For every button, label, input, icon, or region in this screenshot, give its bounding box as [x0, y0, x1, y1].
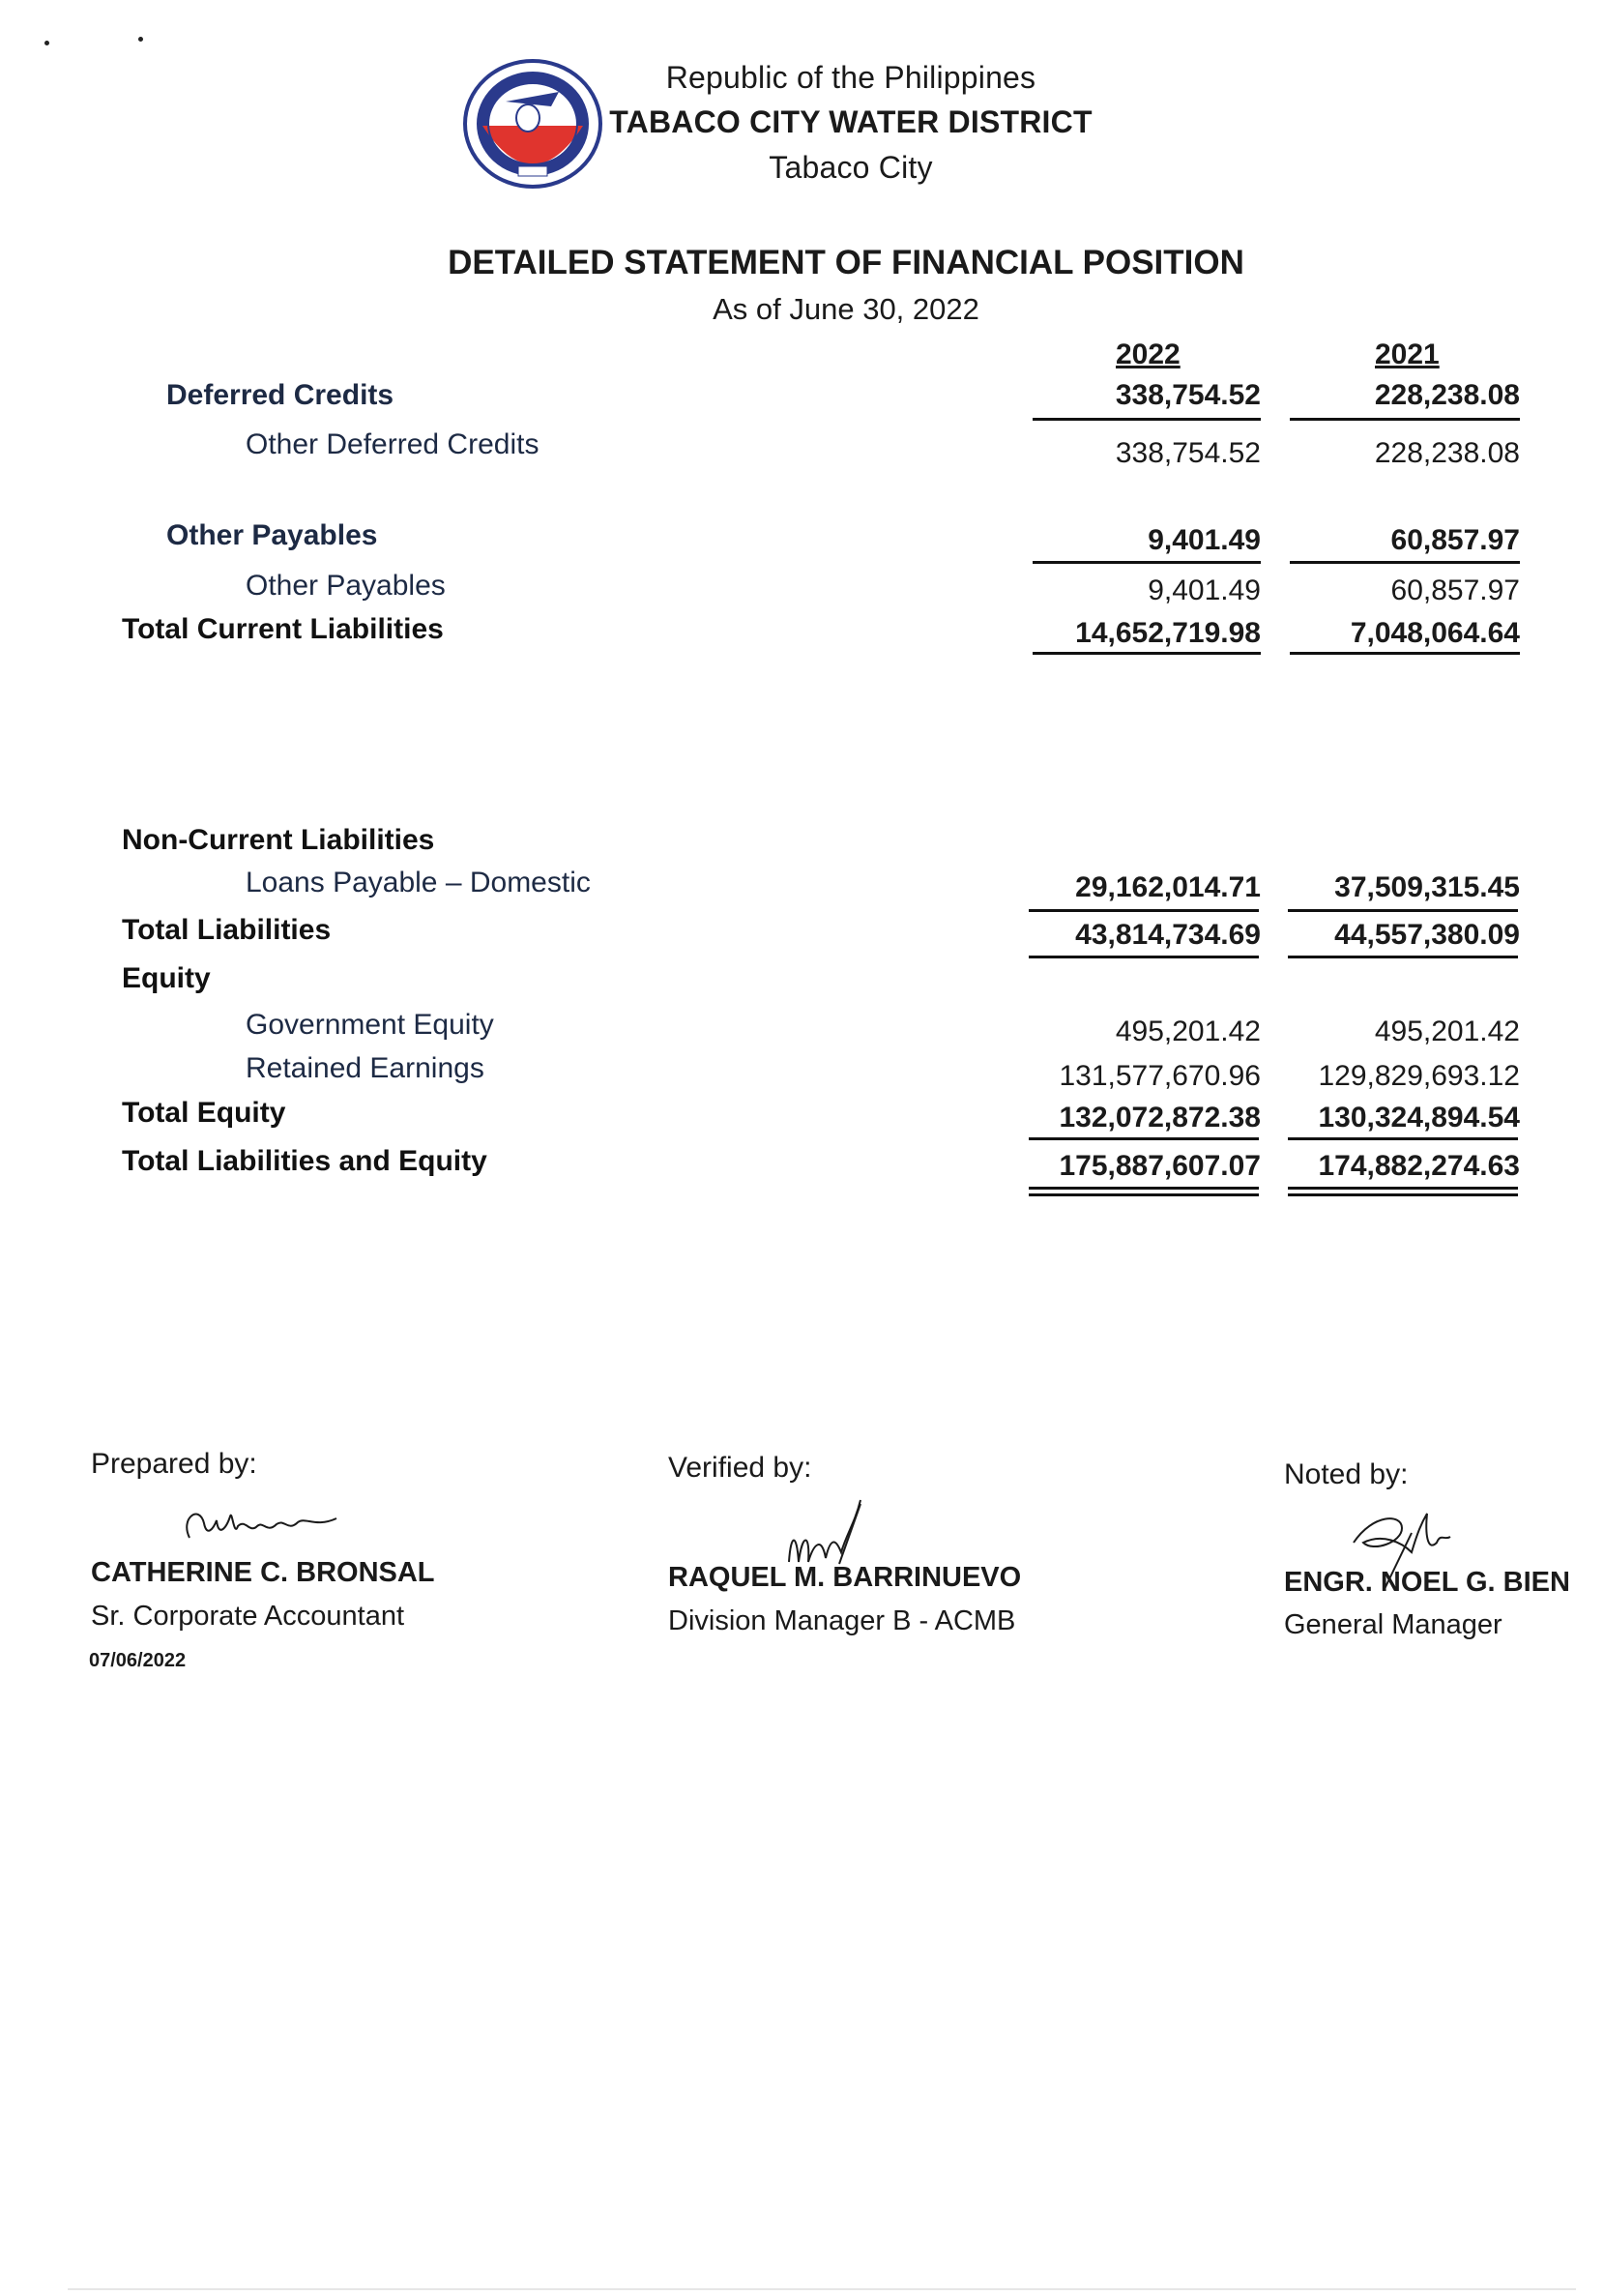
value-total-current-liabilities-2021: 7,048,064.64: [1350, 617, 1520, 649]
row-label-retained-earnings: Retained Earnings: [246, 1052, 484, 1084]
scan-speck: [138, 37, 143, 42]
prepared-by-caption: Prepared by:: [91, 1448, 257, 1480]
value-total-liabilities-and-equity-2021: 174,882,274.63: [1318, 1150, 1520, 1182]
row-label-non-current-liabilities: Non-Current Liabilities: [122, 824, 435, 856]
value-government-equity-2022: 495,201.42: [1115, 1016, 1261, 1047]
header-republic: Republic of the Philippines: [665, 60, 1036, 95]
underline: [1290, 561, 1520, 564]
row-label-equity: Equity: [122, 962, 211, 994]
underline: [1029, 956, 1259, 958]
value-government-equity-2021: 495,201.42: [1374, 1016, 1520, 1047]
row-label-other-deferred-credits: Other Deferred Credits: [246, 428, 540, 460]
value-loans-payable-2021: 37,509,315.45: [1334, 871, 1520, 903]
underline: [1290, 418, 1520, 421]
value-total-equity-2022: 132,072,872.38: [1059, 1102, 1261, 1133]
column-header-2021: 2021: [1375, 339, 1440, 370]
underline: [1029, 909, 1259, 912]
row-label-government-equity: Government Equity: [246, 1009, 494, 1041]
scan-speck: [44, 41, 49, 45]
underline: [1033, 652, 1261, 655]
row-label-total-liabilities: Total Liabilities: [122, 914, 332, 946]
verified-by-name: RAQUEL M. BARRINUEVO: [668, 1562, 1022, 1593]
row-label-total-liabilities-and-equity: Total Liabilities and Equity: [122, 1145, 487, 1177]
value-deferred-credits-2021: 228,238.08: [1374, 379, 1520, 411]
double-underline: [1029, 1187, 1259, 1190]
document-subtitle: As of June 30, 2022: [713, 292, 979, 326]
underline: [1290, 652, 1520, 655]
value-total-liabilities-and-equity-2022: 175,887,607.07: [1059, 1150, 1261, 1182]
prepared-by-role: Sr. Corporate Accountant: [91, 1601, 405, 1632]
verified-by-caption: Verified by:: [668, 1452, 812, 1484]
underline: [1288, 909, 1518, 912]
value-deferred-credits-2022: 338,754.52: [1115, 379, 1261, 411]
value-loans-payable-2022: 29,162,014.71: [1075, 871, 1261, 903]
row-label-loans-payable: Loans Payable – Domestic: [246, 867, 591, 898]
value-other-payables-head-2022: 9,401.49: [1148, 524, 1261, 556]
scan-bottom-edge: [68, 2288, 1576, 2290]
value-total-liabilities-2021: 44,557,380.09: [1334, 919, 1520, 951]
underline: [1029, 1137, 1259, 1140]
noted-by-caption: Noted by:: [1284, 1458, 1409, 1490]
double-underline: [1288, 1187, 1518, 1190]
underline: [1288, 956, 1518, 958]
value-total-current-liabilities-2022: 14,652,719.98: [1075, 617, 1261, 649]
row-label-deferred-credits: Deferred Credits: [166, 379, 394, 411]
header-district-name: TABACO CITY WATER DISTRICT: [609, 104, 1093, 139]
column-header-2022: 2022: [1116, 339, 1181, 370]
prepared-by-name: CATHERINE C. BRONSAL: [91, 1557, 435, 1588]
value-other-deferred-credits-2022: 338,754.52: [1115, 437, 1261, 469]
underline: [1288, 1137, 1518, 1140]
underline: [1033, 418, 1261, 421]
row-label-total-equity: Total Equity: [122, 1097, 286, 1129]
verified-by-role: Division Manager B - ACMB: [668, 1605, 1016, 1636]
value-other-payables-2022: 9,401.49: [1148, 574, 1261, 606]
underline: [1033, 561, 1261, 564]
value-total-liabilities-2022: 43,814,734.69: [1075, 919, 1261, 951]
value-other-payables-2021: 60,857.97: [1390, 574, 1520, 606]
value-other-payables-head-2021: 60,857.97: [1390, 524, 1520, 556]
prepared-signature-icon: [170, 1499, 344, 1557]
row-label-total-current-liabilities: Total Current Liabilities: [122, 613, 444, 645]
value-total-equity-2021: 130,324,894.54: [1318, 1102, 1520, 1133]
value-retained-earnings-2021: 129,829,693.12: [1318, 1060, 1520, 1092]
prepared-date: 07/06/2022: [89, 1650, 187, 1671]
noted-by-role: General Manager: [1284, 1609, 1502, 1640]
value-retained-earnings-2022: 131,577,670.96: [1059, 1060, 1261, 1092]
header-city: Tabaco City: [769, 150, 933, 185]
value-other-deferred-credits-2021: 228,238.08: [1374, 437, 1520, 469]
row-label-other-payables-head: Other Payables: [166, 519, 378, 551]
double-underline: [1029, 1193, 1259, 1196]
noted-by-name: ENGR. NOEL G. BIEN: [1284, 1567, 1570, 1598]
row-label-other-payables: Other Payables: [246, 570, 446, 602]
document-title: DETAILED STATEMENT OF FINANCIAL POSITION: [448, 244, 1244, 281]
double-underline: [1288, 1193, 1518, 1196]
